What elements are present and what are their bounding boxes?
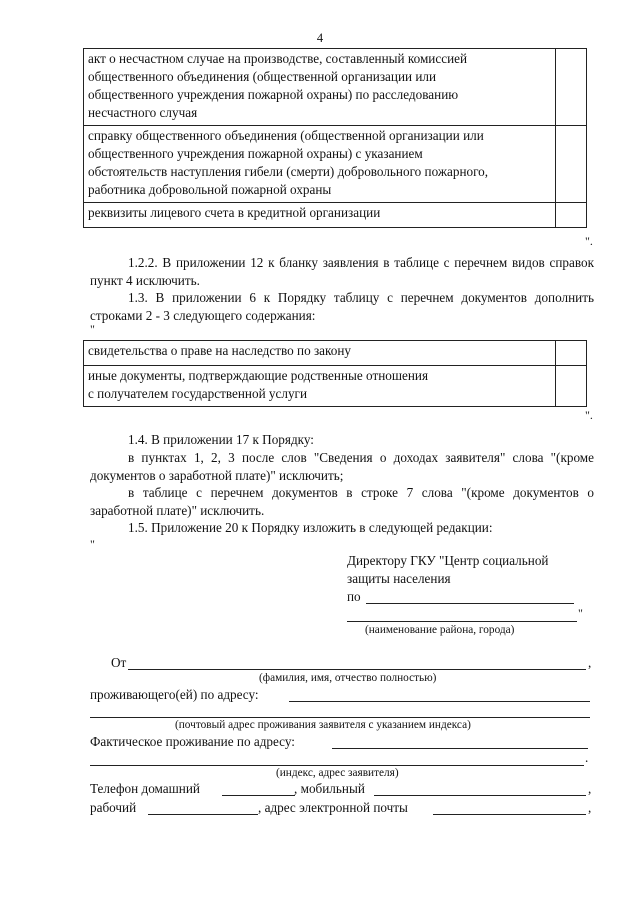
quote-close: " [578,606,583,620]
cell-text-line: общественного учреждения пожарной охраны) с указанием [88,146,423,161]
email-label: , адрес электронной почты [258,800,408,815]
cell-text-line: иные документы, подтверждающие родственные отношения [88,368,429,383]
cell-text-line: работника добровольной пожарной охраны [88,182,332,197]
table-row [84,341,587,366]
from-comma: , [588,655,592,670]
table-row [84,203,587,228]
cell-text-line: общественного объединения (общественной организации или [88,69,437,84]
work-phone-label: рабочий [90,800,137,815]
table-check-cell [556,203,587,228]
paragraph-1-4: 1.4. В приложении 17 к Порядку: [128,432,314,447]
residing-input-line-2[interactable] [90,717,590,718]
closing-quote: ". [585,408,593,422]
addressee-line-2: защиты населения [347,571,451,586]
email-end-comma: , [588,800,592,815]
opening-quote: " [90,322,95,336]
closing-quote: ". [585,234,593,248]
caption-index: (индекс, адрес заявителя) [276,767,399,779]
paragraph-1-3: 1.3. В приложении 6 к Порядку таблицу с перечнем документов дополнить строками 2 - 3 следующего содержания: [90,290,594,323]
cell-text-line: общественного учреждения пожарной охраны) по расследованию [88,87,459,102]
addressee-line-1: Директору ГКУ "Центр социальной [347,553,549,568]
actual-residence-input-line-2[interactable] [90,765,584,766]
table-row [84,126,587,203]
fio-input-line[interactable] [128,669,586,670]
from-label: От [111,655,127,670]
cell-text-line: акт о несчастном случае на производстве, составленный комиссией [88,51,468,66]
email-input-line[interactable] [433,814,586,815]
table-cell [84,366,556,407]
phone-home-label: Телефон домашний [90,781,200,796]
paragraph-1-2-2: 1.2.2. В приложении 12 к бланку заявления в таблице с перечнем видов справок пункт 4 исключить. [90,255,594,288]
residing-label: проживающего(ей) по адресу: [90,687,259,702]
paragraph-1-4-a: в пунктах 1, 2, 3 после слов "Сведения о доходах заявителя" слова "(кроме документов о заработной плате)" исключить; [90,450,594,483]
phone-mobile-label: , мобильный [294,781,365,796]
region-input-line-2[interactable] [347,621,577,622]
phone-end-comma: , [588,781,592,796]
documents-table-2 [83,340,587,407]
cell-text-line: справку общественного объединения (общественной организации или [88,128,484,143]
phone-home-input-line[interactable] [222,795,295,796]
table-check-cell [556,366,587,407]
table-row [84,366,587,407]
paragraph-1-4-b: в таблице с перечнем документов в строке 7 слова "(кроме документов о заработной плате)" исключить. [90,485,594,518]
actual-residence-label: Фактическое проживание по адресу: [90,734,295,749]
documents-table-1 [83,48,587,228]
table-cell [84,126,556,203]
opening-quote: " [90,537,95,551]
residing-input-line[interactable] [289,701,590,702]
table-cell: свидетельства о праве на наследство по закону [84,341,556,366]
table-cell: реквизиты лицевого счета в кредитной организации [84,203,556,228]
caption-fio: (фамилия, имя, отчество полностью) [259,672,437,684]
actual-dot: . [585,750,589,765]
table-check-cell [556,49,587,126]
addressee-po-label: по [347,589,361,604]
caption-postal: (почтовый адрес проживания заявителя с указанием индекса) [175,719,471,731]
cell-text-line: несчастного случая [88,105,198,120]
region-input-line[interactable] [366,603,574,604]
actual-residence-input-line[interactable] [332,748,588,749]
cell-text-line: с получателем государственной услуги [88,386,308,401]
page-number: 4 [316,31,324,45]
work-phone-input-line[interactable] [148,814,258,815]
table-check-cell [556,126,587,203]
paragraph-1-5: 1.5. Приложение 20 к Порядку изложить в следующей редакции: [128,520,493,535]
table-check-cell [556,341,587,366]
caption-region: (наименование района, города) [365,624,515,636]
phone-mobile-input-line[interactable] [374,795,586,796]
table-row [84,49,587,126]
table-cell [84,49,556,126]
cell-text-line: обстоятельств наступления гибели (смерти) добровольного пожарного, [88,164,489,179]
